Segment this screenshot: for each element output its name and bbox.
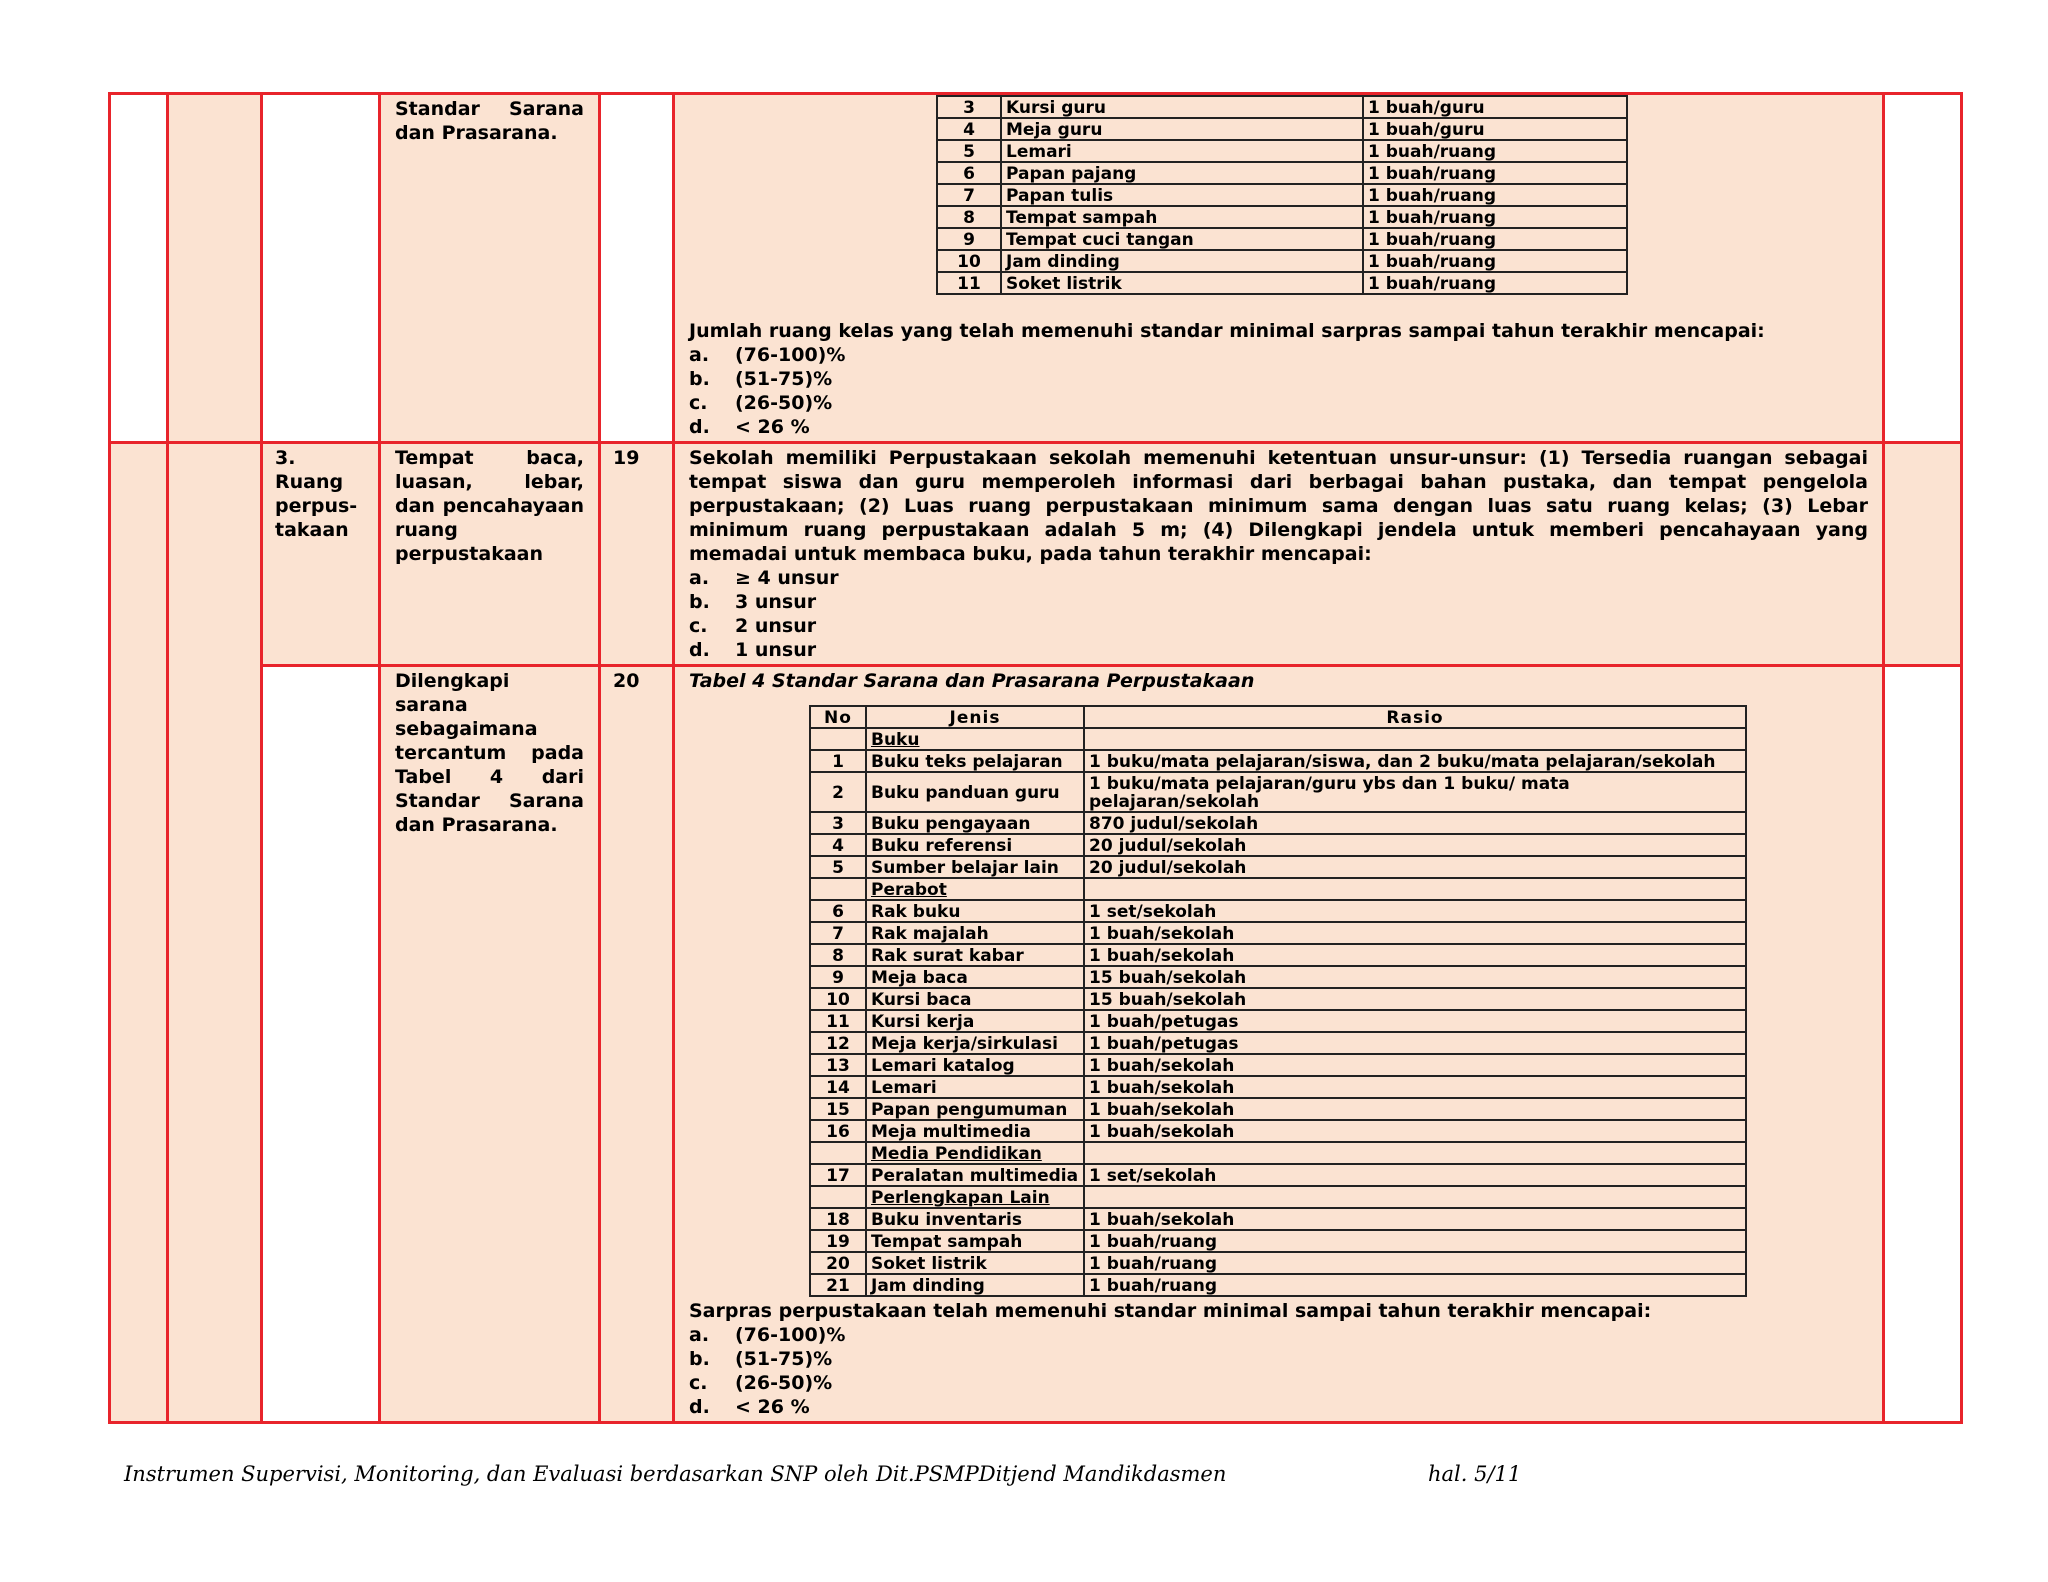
footer-title: Instrumen Supervisi, Monitoring, dan Evaluasi berdasarkan SNP oleh Dit.PSMPDitjend Mandikdasmen xyxy=(124,1462,1227,1486)
indicator-text: Dilengkapi sarana sebagaimana tercantum pada Tabel 4 dari Standar Sarana dan Prasarana. xyxy=(395,670,584,836)
cell-jenis: Peralatan multimedia xyxy=(866,1164,1084,1186)
cell-jenis: Papan tulis xyxy=(1001,184,1363,206)
answer-option xyxy=(689,1347,1868,1371)
table-row xyxy=(810,1098,1746,1120)
number-cell xyxy=(600,443,674,666)
table-header-row xyxy=(810,706,1746,728)
cell-jenis: Tempat cuci tangan xyxy=(1001,228,1363,250)
question-text: Sekolah memiliki Perpustakaan sekolah memenuhi ketentuan unsur-unsur: (1) Tersedia ruangan sebagai tempat siswa dan guru memperoleh informasi dari berbagai bahan pustaka, dan tempat pengelola perpustakaan; (2) Luas ruang perpustakaan minimum sama dengan luas satu ruang kelas; (3) Lebar minimum ruang perpustakaan adalah 5 m; (4) Dilengkapi jendela untuk memberi pencahayaan yang memadai untuk membaca buku, pada tahun terakhir mencapai: xyxy=(689,447,1868,565)
cell-rasio: 20 judul/sekolah xyxy=(1084,856,1746,878)
cell-no: 7 xyxy=(937,184,1001,206)
cell-rasio: 20 judul/sekolah xyxy=(1084,834,1746,856)
cell-rasio: 1 buah/ruang xyxy=(1363,140,1627,162)
cell-rasio: 1 buah/sekolah xyxy=(1084,1208,1746,1230)
cell-rasio: 1 buah/ruang xyxy=(1084,1252,1746,1274)
option-letter: b. xyxy=(689,368,710,390)
cell-no: 18 xyxy=(810,1208,866,1230)
row-library-facilities xyxy=(110,666,1962,1423)
cell-no: 2 xyxy=(810,772,866,812)
header-jenis: Jenis xyxy=(866,706,1084,728)
cell-jenis: Rak surat kabar xyxy=(866,944,1084,966)
cell-no: 3 xyxy=(937,96,1001,118)
cell-jenis: Jam dinding xyxy=(1001,250,1363,272)
cell-jenis: Papan pajang xyxy=(1001,162,1363,184)
option-letter: b. xyxy=(689,1348,710,1370)
cell-no: 1 xyxy=(810,750,866,772)
table-row xyxy=(810,966,1746,988)
cell-no: 21 xyxy=(810,1274,866,1296)
answer-options xyxy=(689,1323,1868,1419)
table-row xyxy=(810,944,1746,966)
cell-rasio: 1 buah/sekolah xyxy=(1084,944,1746,966)
subcomponent-cell xyxy=(262,666,380,1423)
instrument-table xyxy=(108,92,1963,1424)
answer-option xyxy=(689,590,1868,614)
cell-jenis: Kursi baca xyxy=(866,988,1084,1010)
cell-rasio: 1 buah/sekolah xyxy=(1084,1076,1746,1098)
option-text: (76-100)% xyxy=(735,1324,846,1346)
option-letter: a. xyxy=(689,567,710,589)
cell-jenis: Lemari xyxy=(1001,140,1363,162)
cell-rasio: 1 buku/mata pelajaran/guru ybs dan 1 buku/ mata pelajaran/sekolah xyxy=(1084,772,1746,812)
indicator-cell xyxy=(380,443,600,666)
cell-jenis: Buku teks pelajaran xyxy=(866,750,1084,772)
cell-no xyxy=(810,878,866,900)
cell-rasio: 1 buah/ruang xyxy=(1363,228,1627,250)
table-row xyxy=(810,1186,1746,1208)
cell-rasio: 1 buah/ruang xyxy=(1363,250,1627,272)
cell-no: 15 xyxy=(810,1098,866,1120)
col-no-cell xyxy=(110,94,168,443)
table-row xyxy=(810,1076,1746,1098)
row-classroom-continued xyxy=(110,94,1962,443)
question-text: Sarpras perpustakaan telah memenuhi standar minimal sampai tahun terakhir mencapai: xyxy=(689,1300,1652,1322)
option-letter: a. xyxy=(689,1324,710,1346)
item-number: 20 xyxy=(613,670,640,692)
subcomponent-text: 3. Ruang perpus-takaan xyxy=(275,447,358,541)
question-cell xyxy=(674,94,1884,443)
score-cell xyxy=(1884,666,1962,1423)
cell-rasio: 1 buah/sekolah xyxy=(1084,1120,1746,1142)
table-row xyxy=(937,184,1627,206)
indicator-cell xyxy=(380,666,600,1423)
cell-no: 7 xyxy=(810,922,866,944)
col-component-cell xyxy=(168,94,262,443)
cell-jenis: Meja baca xyxy=(866,966,1084,988)
answer-option xyxy=(689,343,1868,367)
cell-rasio: 1 buah/guru xyxy=(1363,118,1627,140)
cell-jenis: Meja kerja/sirkulasi xyxy=(866,1032,1084,1054)
cell-jenis: Kursi guru xyxy=(1001,96,1363,118)
cell-rasio: 1 buah/guru xyxy=(1363,96,1627,118)
table-row xyxy=(937,228,1627,250)
table-row xyxy=(810,1120,1746,1142)
cell-rasio: 1 set/sekolah xyxy=(1084,1164,1746,1186)
option-letter: a. xyxy=(689,344,710,366)
cell-no xyxy=(810,1142,866,1164)
answer-option xyxy=(689,1371,1868,1395)
option-letter: c. xyxy=(689,615,708,637)
cell-jenis: Meja guru xyxy=(1001,118,1363,140)
question-cell xyxy=(674,666,1884,1423)
number-cell xyxy=(600,94,674,443)
cell-no: 3 xyxy=(810,812,866,834)
number-cell xyxy=(600,666,674,1423)
indicator-cell xyxy=(380,94,600,443)
answer-option xyxy=(689,1395,1868,1419)
cell-jenis: Meja multimedia xyxy=(866,1120,1084,1142)
cell-rasio xyxy=(1084,728,1746,750)
option-letter: d. xyxy=(689,639,710,661)
cell-jenis: Jam dinding xyxy=(866,1274,1084,1296)
answer-option xyxy=(689,415,1868,439)
cell-no: 9 xyxy=(810,966,866,988)
cell-jenis: Soket listrik xyxy=(1001,272,1363,294)
cell-jenis: Lemari katalog xyxy=(866,1054,1084,1076)
cell-rasio: 870 judul/sekolah xyxy=(1084,812,1746,834)
question-text: Jumlah ruang kelas yang telah memenuhi standar minimal sarpras sampai tahun terakhir mencapai: xyxy=(689,320,1765,342)
cell-rasio: 1 buah/ruang xyxy=(1363,162,1627,184)
cell-rasio: 1 buku/mata pelajaran/siswa, dan 2 buku/mata pelajaran/sekolah xyxy=(1084,750,1746,772)
table-row xyxy=(937,272,1627,294)
cell-no: 17 xyxy=(810,1164,866,1186)
cell-no: 16 xyxy=(810,1120,866,1142)
cell-no: 14 xyxy=(810,1076,866,1098)
table-row xyxy=(810,1142,1746,1164)
table-row xyxy=(937,118,1627,140)
cell-jenis: Papan pengumuman xyxy=(866,1098,1084,1120)
cell-rasio: 1 buah/sekolah xyxy=(1084,1098,1746,1120)
table-row xyxy=(810,812,1746,834)
cell-no: 4 xyxy=(810,834,866,856)
option-text: (26-50)% xyxy=(735,1372,833,1394)
cell-jenis: Buku referensi xyxy=(866,834,1084,856)
table-row xyxy=(810,988,1746,1010)
answer-option xyxy=(689,367,1868,391)
table-row xyxy=(810,750,1746,772)
cell-no: 20 xyxy=(810,1252,866,1274)
cell-jenis: Rak buku xyxy=(866,900,1084,922)
score-cell xyxy=(1884,443,1962,666)
cell-no: 4 xyxy=(937,118,1001,140)
table-row xyxy=(937,96,1627,118)
option-text: < 26 % xyxy=(735,416,810,438)
cell-jenis: Lemari xyxy=(866,1076,1084,1098)
option-text: 1 unsur xyxy=(735,639,817,661)
cell-jenis: Buku pengayaan xyxy=(866,812,1084,834)
cell-jenis: Perlengkapan Lain xyxy=(866,1186,1084,1208)
cell-no xyxy=(810,1186,866,1208)
option-letter: c. xyxy=(689,1372,708,1394)
cell-no: 5 xyxy=(937,140,1001,162)
answer-option xyxy=(689,638,1868,662)
option-text: (51-75)% xyxy=(735,1348,833,1370)
cell-rasio: 1 buah/petugas xyxy=(1084,1010,1746,1032)
col-subcomponent-cell xyxy=(262,94,380,443)
cell-jenis: Buku inventaris xyxy=(866,1208,1084,1230)
cell-jenis: Sumber belajar lain xyxy=(866,856,1084,878)
table-title: Tabel 4 Standar Sarana dan Prasarana Perpustakaan xyxy=(689,670,1255,692)
subcomponent-cell xyxy=(262,443,380,666)
option-letter: c. xyxy=(689,392,708,414)
option-text: 3 unsur xyxy=(735,591,817,613)
cell-no: 9 xyxy=(937,228,1001,250)
cell-jenis: Buku panduan guru xyxy=(866,772,1084,812)
answer-options xyxy=(689,343,1868,439)
cell-rasio: 1 buah/ruang xyxy=(1363,184,1627,206)
library-facility-table xyxy=(809,705,1747,1297)
cell-jenis: Media Pendidikan xyxy=(866,1142,1084,1164)
table-row xyxy=(810,878,1746,900)
answer-option xyxy=(689,566,1868,590)
table-row xyxy=(810,1010,1746,1032)
option-text: (26-50)% xyxy=(735,392,833,414)
cell-no: 8 xyxy=(810,944,866,966)
cell-rasio: 1 buah/ruang xyxy=(1363,206,1627,228)
cell-rasio: 1 buah/petugas xyxy=(1084,1032,1746,1054)
table-row xyxy=(937,140,1627,162)
table-row xyxy=(937,250,1627,272)
page-number: hal. 5/11 xyxy=(1428,1462,1522,1486)
answer-options xyxy=(689,566,1868,662)
item-number: 19 xyxy=(613,447,640,469)
cell-no: 5 xyxy=(810,856,866,878)
col-component-cell xyxy=(168,443,262,1423)
answer-option xyxy=(689,391,1868,415)
table-row xyxy=(810,856,1746,878)
cell-rasio: 1 buah/ruang xyxy=(1084,1230,1746,1252)
cell-no: 10 xyxy=(937,250,1001,272)
answer-option xyxy=(689,614,1868,638)
table-row xyxy=(810,1164,1746,1186)
cell-rasio xyxy=(1084,878,1746,900)
cell-jenis: Rak majalah xyxy=(866,922,1084,944)
cell-rasio: 1 set/sekolah xyxy=(1084,900,1746,922)
table-row xyxy=(810,1230,1746,1252)
option-text: (76-100)% xyxy=(735,344,846,366)
table-row xyxy=(810,1054,1746,1076)
row-library-room xyxy=(110,443,1962,666)
cell-rasio: 1 buah/sekolah xyxy=(1084,922,1746,944)
option-letter: d. xyxy=(689,1396,710,1418)
header-rasio: Rasio xyxy=(1084,706,1746,728)
header-no: No xyxy=(810,706,866,728)
table-row xyxy=(810,900,1746,922)
cell-rasio: 1 buah/ruang xyxy=(1084,1274,1746,1296)
cell-rasio: 1 buah/sekolah xyxy=(1084,1054,1746,1076)
cell-rasio xyxy=(1084,1186,1746,1208)
option-text: 2 unsur xyxy=(735,615,817,637)
cell-rasio: 1 buah/ruang xyxy=(1363,272,1627,294)
table-row xyxy=(810,834,1746,856)
cell-no: 8 xyxy=(937,206,1001,228)
cell-no: 11 xyxy=(810,1010,866,1032)
option-letter: b. xyxy=(689,591,710,613)
table-row xyxy=(810,1252,1746,1274)
cell-no: 19 xyxy=(810,1230,866,1252)
cell-no: 6 xyxy=(937,162,1001,184)
table-row xyxy=(810,728,1746,750)
option-letter: d. xyxy=(689,416,710,438)
option-text: (51-75)% xyxy=(735,368,833,390)
table-row xyxy=(937,206,1627,228)
table-row xyxy=(937,162,1627,184)
cell-no: 6 xyxy=(810,900,866,922)
cell-rasio: 15 buah/sekolah xyxy=(1084,988,1746,1010)
cell-no xyxy=(810,728,866,750)
cell-no: 13 xyxy=(810,1054,866,1076)
table-row xyxy=(810,922,1746,944)
option-text: ≥ 4 unsur xyxy=(735,567,839,589)
cell-jenis: Soket listrik xyxy=(866,1252,1084,1274)
cell-jenis: Kursi kerja xyxy=(866,1010,1084,1032)
cell-rasio: 15 buah/sekolah xyxy=(1084,966,1746,988)
indicator-text: Tempat baca, luasan, lebar, dan pencahayaan ruang perpustakaan xyxy=(395,447,584,565)
cell-jenis: Perabot xyxy=(866,878,1084,900)
indicator-text: Standar Sarana dan Prasarana. xyxy=(395,98,584,144)
cell-jenis: Tempat sampah xyxy=(1001,206,1363,228)
col-no-cell xyxy=(110,443,168,1423)
cell-jenis: Tempat sampah xyxy=(866,1230,1084,1252)
cell-rasio xyxy=(1084,1142,1746,1164)
table-row xyxy=(810,1274,1746,1296)
cell-no: 11 xyxy=(937,272,1001,294)
classroom-facility-table xyxy=(936,95,1628,295)
cell-no: 10 xyxy=(810,988,866,1010)
option-text: < 26 % xyxy=(735,1396,810,1418)
table-row xyxy=(810,772,1746,812)
cell-jenis: Buku xyxy=(866,728,1084,750)
table-row xyxy=(810,1208,1746,1230)
answer-option xyxy=(689,1323,1868,1347)
score-cell xyxy=(1884,94,1962,443)
table-row xyxy=(810,1032,1746,1054)
question-cell xyxy=(674,443,1884,666)
cell-no: 12 xyxy=(810,1032,866,1054)
